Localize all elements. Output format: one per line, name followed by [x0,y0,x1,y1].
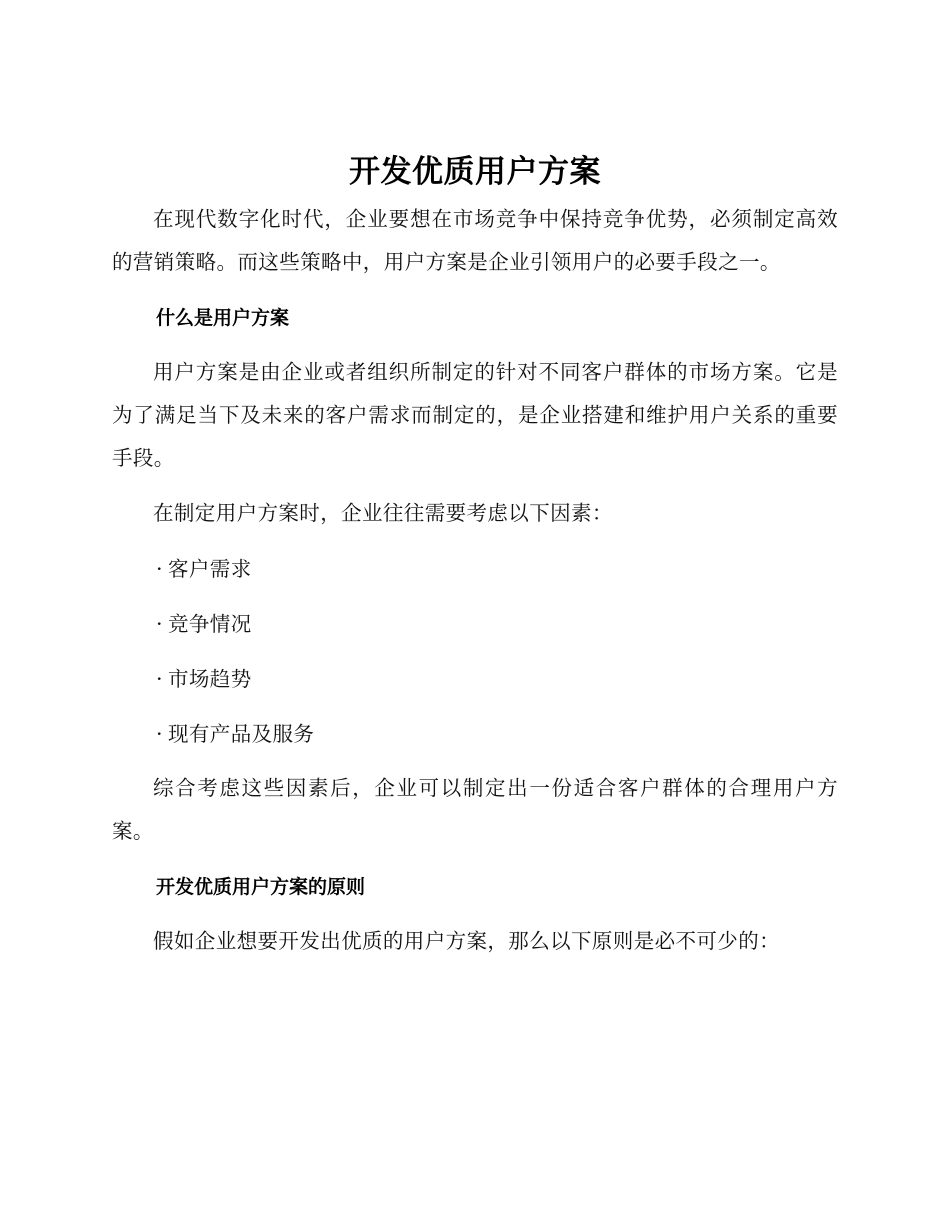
section-heading-what-is: 什么是用户方案 [156,307,290,329]
principles-intro-paragraph: 假如企业想要开发出优质的用户方案，那么以下原则是必不可少的： [153,929,780,953]
bullet-dot-icon: · [156,722,163,746]
list-item-label: 竞争情况 [168,612,252,636]
list-item-label: 市场趋势 [168,667,252,691]
document-body [112,198,838,975]
section-heading-principles: 开发优质用户方案的原则 [156,876,366,898]
bullet-dot-icon: · [156,667,163,691]
bullet-dot-icon: · [156,612,163,636]
definition-paragraph: 用户方案是由企业或者组织所制定的针对不同客户群体的市场方案。它是为了满足当下及未来的客户需求而制定的，是企业搭建和维护用户关系的重要手段。 [112,360,838,470]
list-item [112,657,838,701]
list-item-label: 现有产品及服务 [168,722,315,746]
list-item [112,602,838,646]
intro-paragraph: 在现代数字化时代，企业要想在市场竞争中保持竞争优势，必须制定高效的营销策略。而这些策略中，用户方案是企业引领用户的必要手段之一。 [112,207,838,274]
list-item-label: 客户需求 [168,557,252,581]
list-item [112,547,838,591]
conclusion-paragraph: 综合考虑这些因素后，企业可以制定出一份适合客户群体的合理用户方案。 [112,776,838,843]
page-title: 开发优质用户方案 [349,154,601,190]
bullet-dot-icon: · [156,557,163,581]
factors-intro-paragraph: 在制定用户方案时，企业往往需要考虑以下因素： [153,501,613,525]
list-item [112,712,838,756]
